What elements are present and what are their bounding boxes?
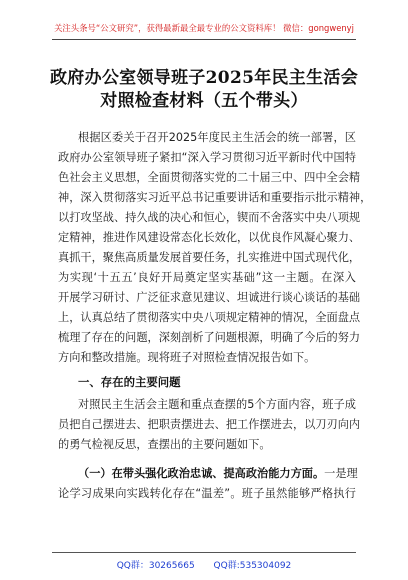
paragraph-line: 真抓干，聚焦高质量发展首要任务，扎实推进中国式现代化， — [58, 251, 361, 264]
footer — [0, 558, 408, 571]
paragraph-line: 神，深入贯彻落实习近平总书记重要讲话和重要指示批示精神， — [58, 191, 372, 204]
document-title-line-2: 对照检查材料（五个带头） — [100, 91, 308, 111]
paragraph-line: 对照民主生活会主题和重点查摆的5个方面内容，班子成 — [78, 398, 356, 411]
footer-qq-group-1: QQ群：30265665 — [116, 561, 195, 571]
paragraph-line: 上，认真总结了贯彻落实中央八项规定精神的情况，全面盘点 — [58, 311, 361, 324]
paragraph-line: 方向和整改措施。现将班子对照检查情况报告如下。 — [58, 351, 316, 364]
paragraph-line: 政府办公室领导班子紧扣“深入学习贯彻习近平新时代中国特 — [58, 151, 356, 164]
section-heading: 一、存在的主要问题 — [78, 375, 181, 389]
subsection-tail: 一是理 — [324, 467, 358, 480]
footer-qq-group-2: QQ群:535304092 — [213, 561, 292, 571]
header-divider — [52, 39, 356, 40]
document-title-line-1: 政府办公室领导班子2025年民主生活会 — [49, 68, 358, 88]
paragraph-line: 定精神，推进作风建设常态化长效化，以优良作风凝心聚力、 — [58, 231, 361, 244]
paragraph-line: 的勇气检视反思，查摆出的主要问题如下。 — [58, 438, 271, 451]
paragraph-line: 为实现‘十五五’良好开局奠定坚实基础”这一主题。在深入 — [58, 271, 356, 284]
paragraph-line: 员把自己摆进去、把职责摆进去、把工作摆进去，以刀刃向内 — [58, 418, 361, 431]
subsection-heading: （一）在带头强化政治忠诚、提高政治能力方面。 — [78, 467, 325, 480]
paragraph-line: 色社会主义思想，全面贯彻落实党的二十届三中、四中全会精 — [58, 171, 361, 184]
header-banner: 关注头条号“公文研究”，获得最新最全最专业的公文资料库！ 微信：gongwenyj — [54, 23, 354, 33]
paragraph-line: 梳理了存在的问题，深刻剖析了问题根源，明确了今后的努力 — [58, 331, 361, 344]
paragraph-line: 论学习成果向实践转化存在“温差”。班子虽然能够严格执行 — [58, 487, 356, 500]
paragraph-line: 以打攻坚战、持久战的决心和恒心，锲而不舍落实中央八项规 — [58, 211, 361, 224]
paragraph-line: 根据区委关于召开2025年度民主生活会的统一部署，区 — [78, 131, 356, 144]
paragraph-line: 开展学习研讨、广泛征求意见建议、坦诚进行谈心谈话的基础 — [58, 291, 361, 304]
footer-divider — [52, 552, 356, 553]
subsection-line — [78, 467, 356, 481]
